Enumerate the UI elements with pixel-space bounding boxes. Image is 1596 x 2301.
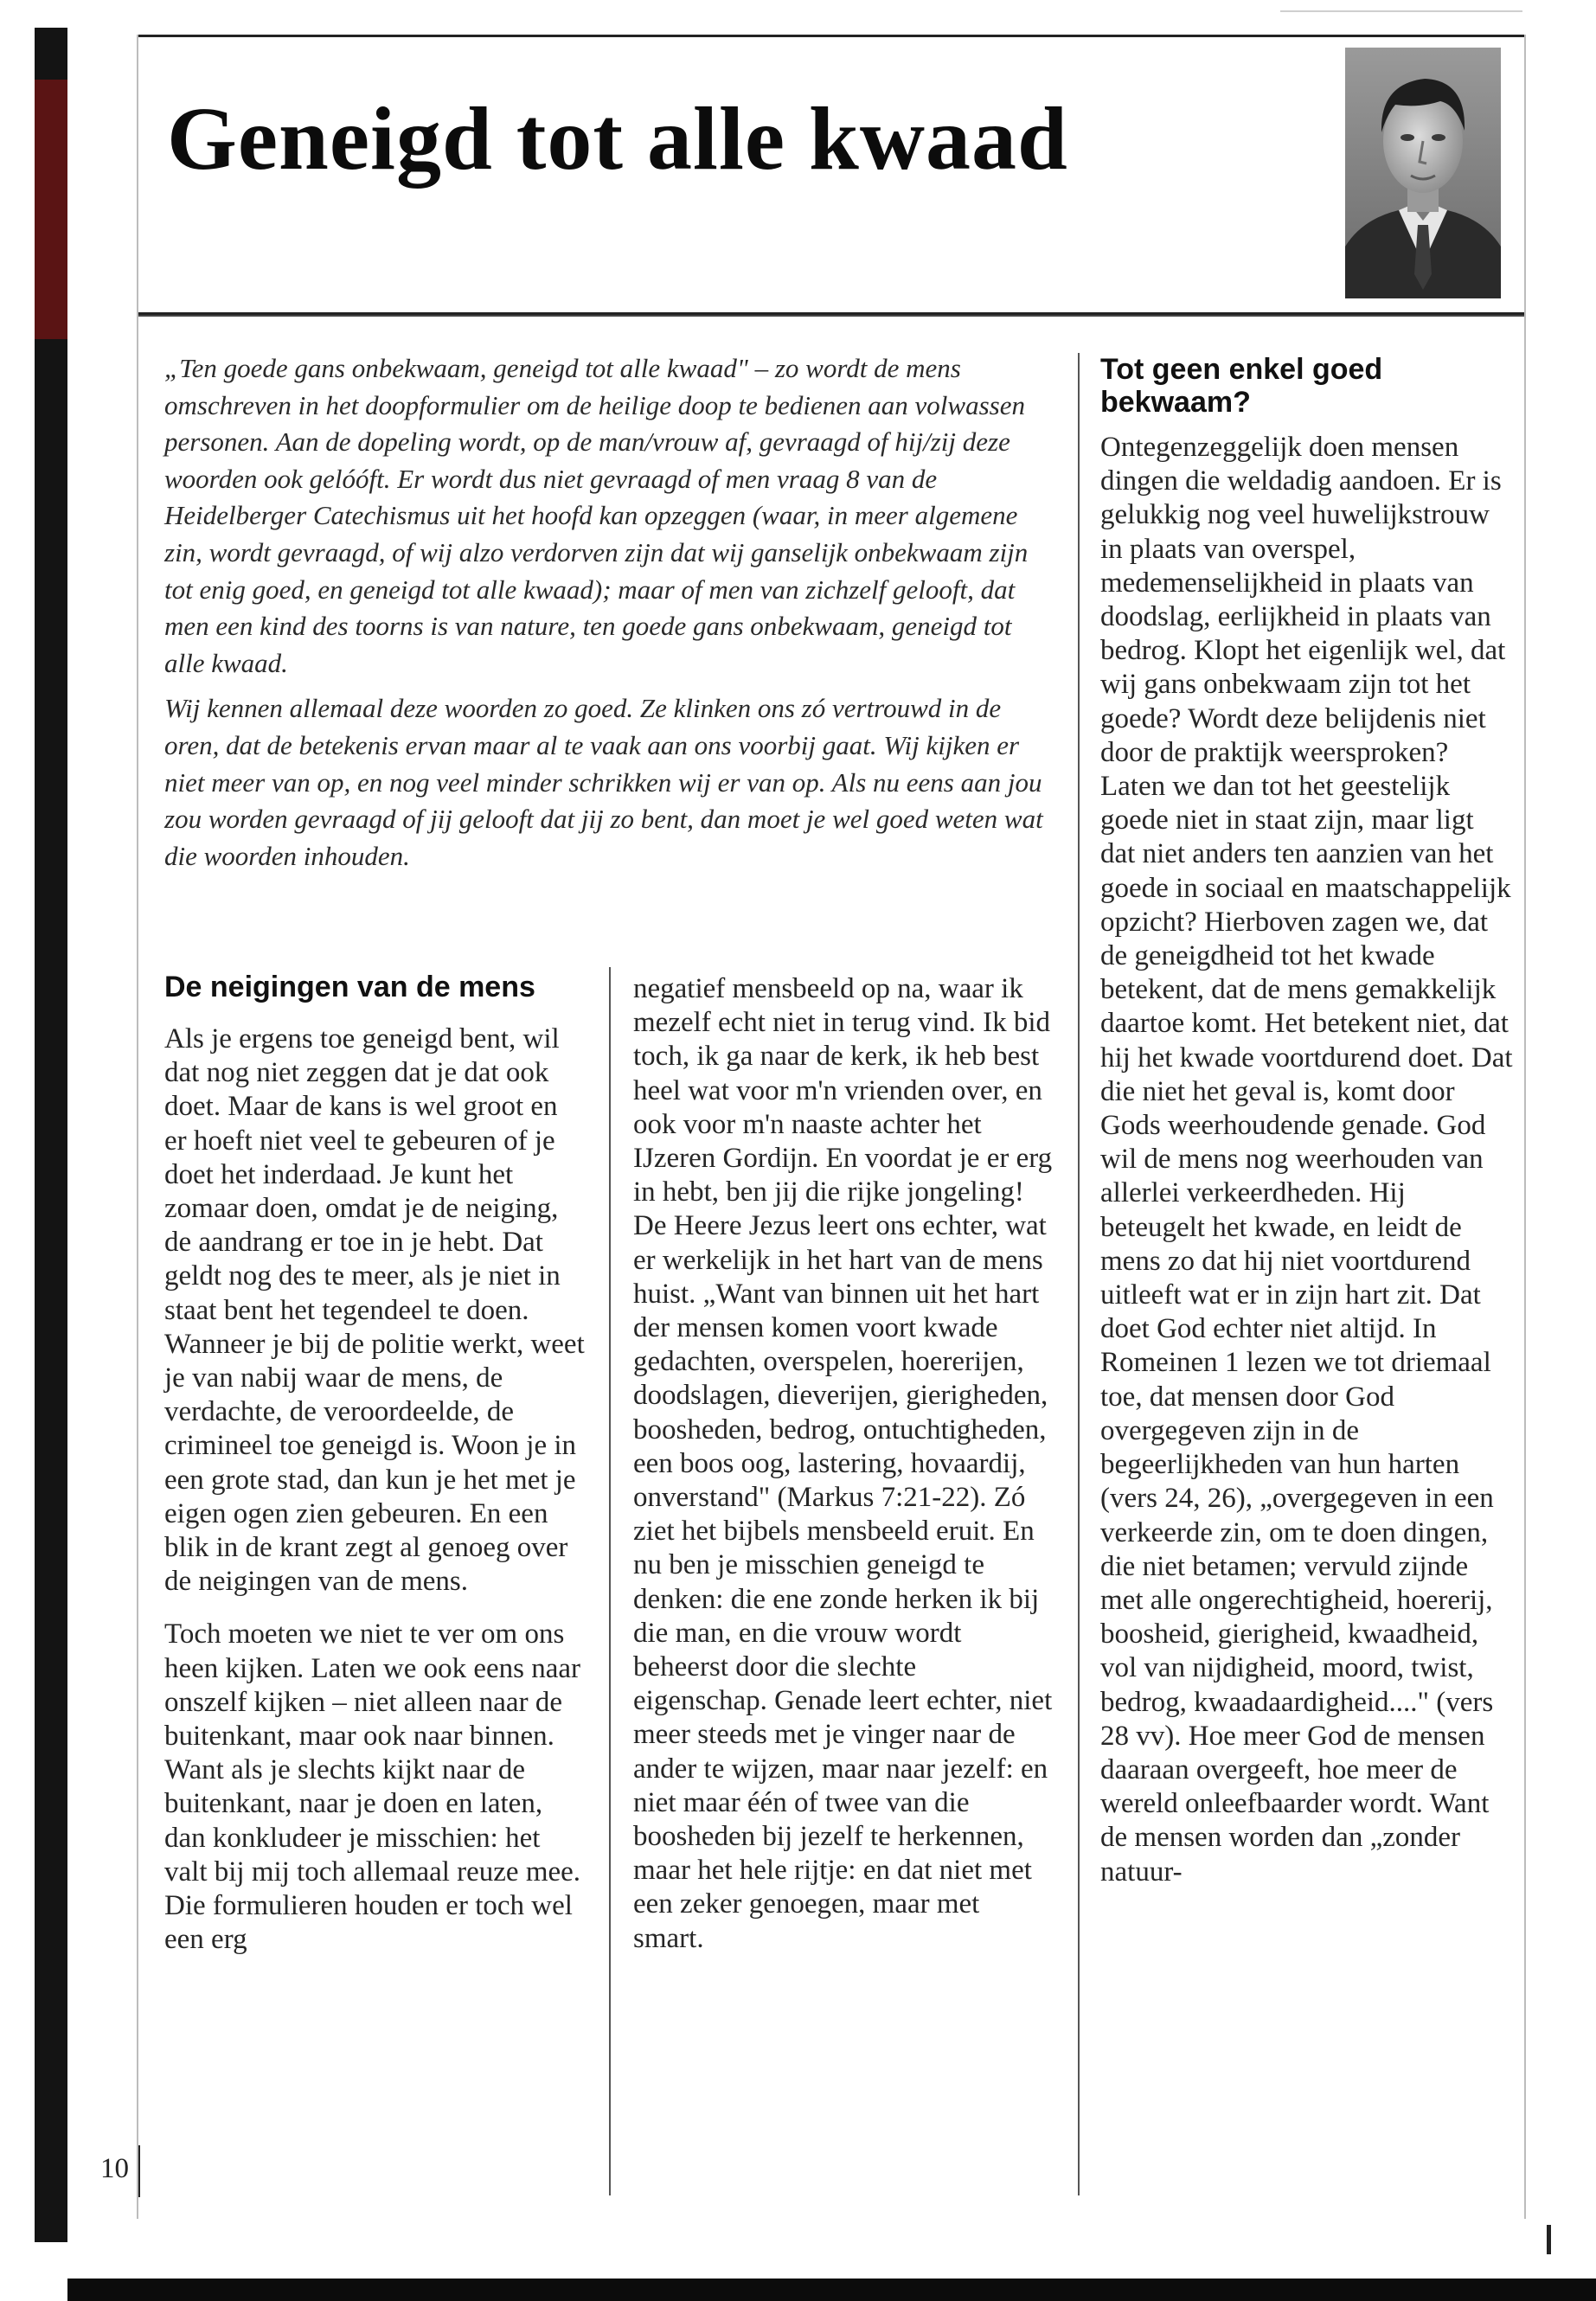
section-heading: De neigingen van de mens: [164, 971, 535, 1003]
scan-edge-left-tint: [35, 80, 67, 339]
article-title: Geneigd tot alle kwaad: [167, 89, 1068, 189]
body-paragraph: Ontegenzeggelijk doen mensen dingen die weldadig aandoen. Er is gelukkig nog veel huwelijkstrouw in plaats van overspel, medemenselijkheid in plaats van doodslag, eerlijkheid in plaats van bedrog. Klopt het eigenlijk wel, dat wij gans onbekwaam zijn tot het goede? Wordt deze belijdenis niet door de praktijk weersproken? Laten we dan tot het geestelijk goede niet in staat zijn, maar ligt dat niet anders ten aanzien van het goede in sociaal en maatschappelijk opzicht? Hierboven zagen we, dat de geneigdheid tot het kwade betekent, dat de mens gemakkelijk daartoe komt. Het betekent niet, dat hij het kwade voortdurend doet. Dat die niet het geval is, komt door Gods weerhoudende genade. God wil de mens nog weerhouden van allerlei verkeerdheden. Hij beteugelt het kwade, en leidt de mens zo dat hij niet voortdurend uitleeft wat er in zijn hart zit. Dat doet God echter niet altijd. In Romeinen 1 lezen we tot driemaal toe, dat mensen door God overgegeven zijn in de begeerlijkheden van hun harten (vers 24, 26), „overgegeven in een verkeerde zin, om te doen dingen, die niet betamen; vervuld zijnde met alle ongerechtigheid, hoererij, boosheid, gierigheid, kwaadheid, vol van nijdigheid, moord, twist, bedrog, kwaadaardigheid...." (vers 28 vv). Hoe meer God de mensen daaraan overgeeft, hoe meer de wereld onleefbaarder wordt. Want de mensen worden dan „zonder natuur-: [1100, 432, 1513, 1888]
intro-paragraph: „Ten goede gans onbekwaam, geneigd tot alle kwaad" – zo wordt de mens omschreven in het doopformulier om de heilige doop te bedienen aan volwassen personen. Aan de dopeling wordt, op de man/vrouw af, gevraagd of hij/zij deze woorden ook gelóóft. Er wordt dus niet gevraagd of men vraag 8 van de Heidelberger Catechismus uit het hoofd kan opzeggen (waar, in meer algemene zin, wordt gevraagd, of wij alzo verdorven zijn dat wij ganselijk onbekwaam zijn tot enig goed, en geneigd tot alle kwaad); maar of men van zichzelf gelooft, dat men een kind des toorns is van nature, ten goede gans onbekwaam, geneigd tot alle kwaad.: [164, 353, 1029, 678]
title-rule: [138, 315, 1524, 317]
article-intro: [164, 350, 1048, 875]
intro-paragraph: Wij kennen allemaal deze woorden zo goed. Ze klinken ons zó vertrouwd in de oren, dat de betekenis ervan maar al te vaak aan ons voorbij gaat. Wij kijken er niet meer van op, en nog veel minder schrikken wij er van op. Als nu eens aan jou zou worden gevraagd of jij gelooft dat jij zo bent, dan moet je wel goed weten wat die woorden inhouden.: [164, 693, 1043, 871]
scan-edge-bottom: [67, 2279, 1596, 2301]
column-2: [633, 972, 1055, 1956]
column-1: [164, 971, 586, 1957]
author-portrait-icon: [1345, 48, 1501, 298]
body-paragraph: Toch moeten we niet te ver om ons heen kijken. Laten we ook eens naar onszelf kijken – niet alleen naar de buitenkant, maar ook naar binnen. Want als je slechts kijkt naar de buitenkant, naar je doen en laten, dan konkludeer je misschien: het valt bij mij toch allemaal reuze mee. Die formulieren houden er toch wel een erg: [164, 1618, 581, 1956]
section-heading: Tot geen enkel goed bekwaam?: [1100, 353, 1383, 419]
scan-corner-mark: [1547, 2225, 1551, 2254]
page-number: 10: [100, 2153, 129, 2184]
scan-edge-top: [1280, 10, 1522, 12]
scan-edge-left: [35, 28, 67, 2242]
body-paragraph: negatief mensbeeld op na, waar ik mezelf echt niet in terug vind. Ik bid toch, ik ga naar de kerk, ik heb best heel wat voor m'n vrienden over, en ook voor m'n naaste achter het IJzeren Gordijn. En voordat je er erg in hebt, ben jij die rijke jongeling! De Heere Jezus leert ons echter, wat er werkelijk in het hart van de mens huist. „Want van binnen uit het hart der mensen komen voort kwade gedachten, overspelen, hoererijen, doodslagen, dieverijen, gierigheden, boosheden, bedrog, ontuchtigheden, een boos oog, lastering, hovaardij, onverstand" (Markus 7:21-22). Zó ziet het bijbels mensbeeld eruit. En nu ben je misschien geneigd te denken: die ene zonde herken ik bij die man, en die vrouw wordt beheerst door die slechte eigenschap. Genade leert echter, niet meer steeds met je vinger naar de ander te wijzen, maar naar jezelf: en niet maar één of twee van die boosheden bij jezelf te herkennen, maar het hele rijtje: en dat niet met een zeker genoegen, maar met smart.: [633, 973, 1053, 1954]
column-3: [1100, 353, 1516, 1889]
column-divider: [609, 967, 611, 2195]
column-divider: [1078, 353, 1080, 2195]
body-paragraph: Als je ergens toe geneigd bent, wil dat nog niet zeggen dat je dat ook doet. Maar de kans is wel groot en er hoeft niet veel te gebeuren of je doet het inderdaad. Je kunt het zomaar doen, omdat je de neiging, de aandrang er toe in je hebt. Dat geldt nog des te meer, als je niet in staat bent het tegendeel te doen. Wanneer je bij de politie werkt, weet je van nabij waar de mens, de verdachte, de veroordeelde, de crimineel toe geneigd is. Woon je in een grote stad, dan kun je het met je eigen ogen zien gebeuren. En een blik in de krant zegt al genoeg over de neigingen van de mens.: [164, 1023, 585, 1598]
page-number-rule: [138, 2145, 140, 2197]
